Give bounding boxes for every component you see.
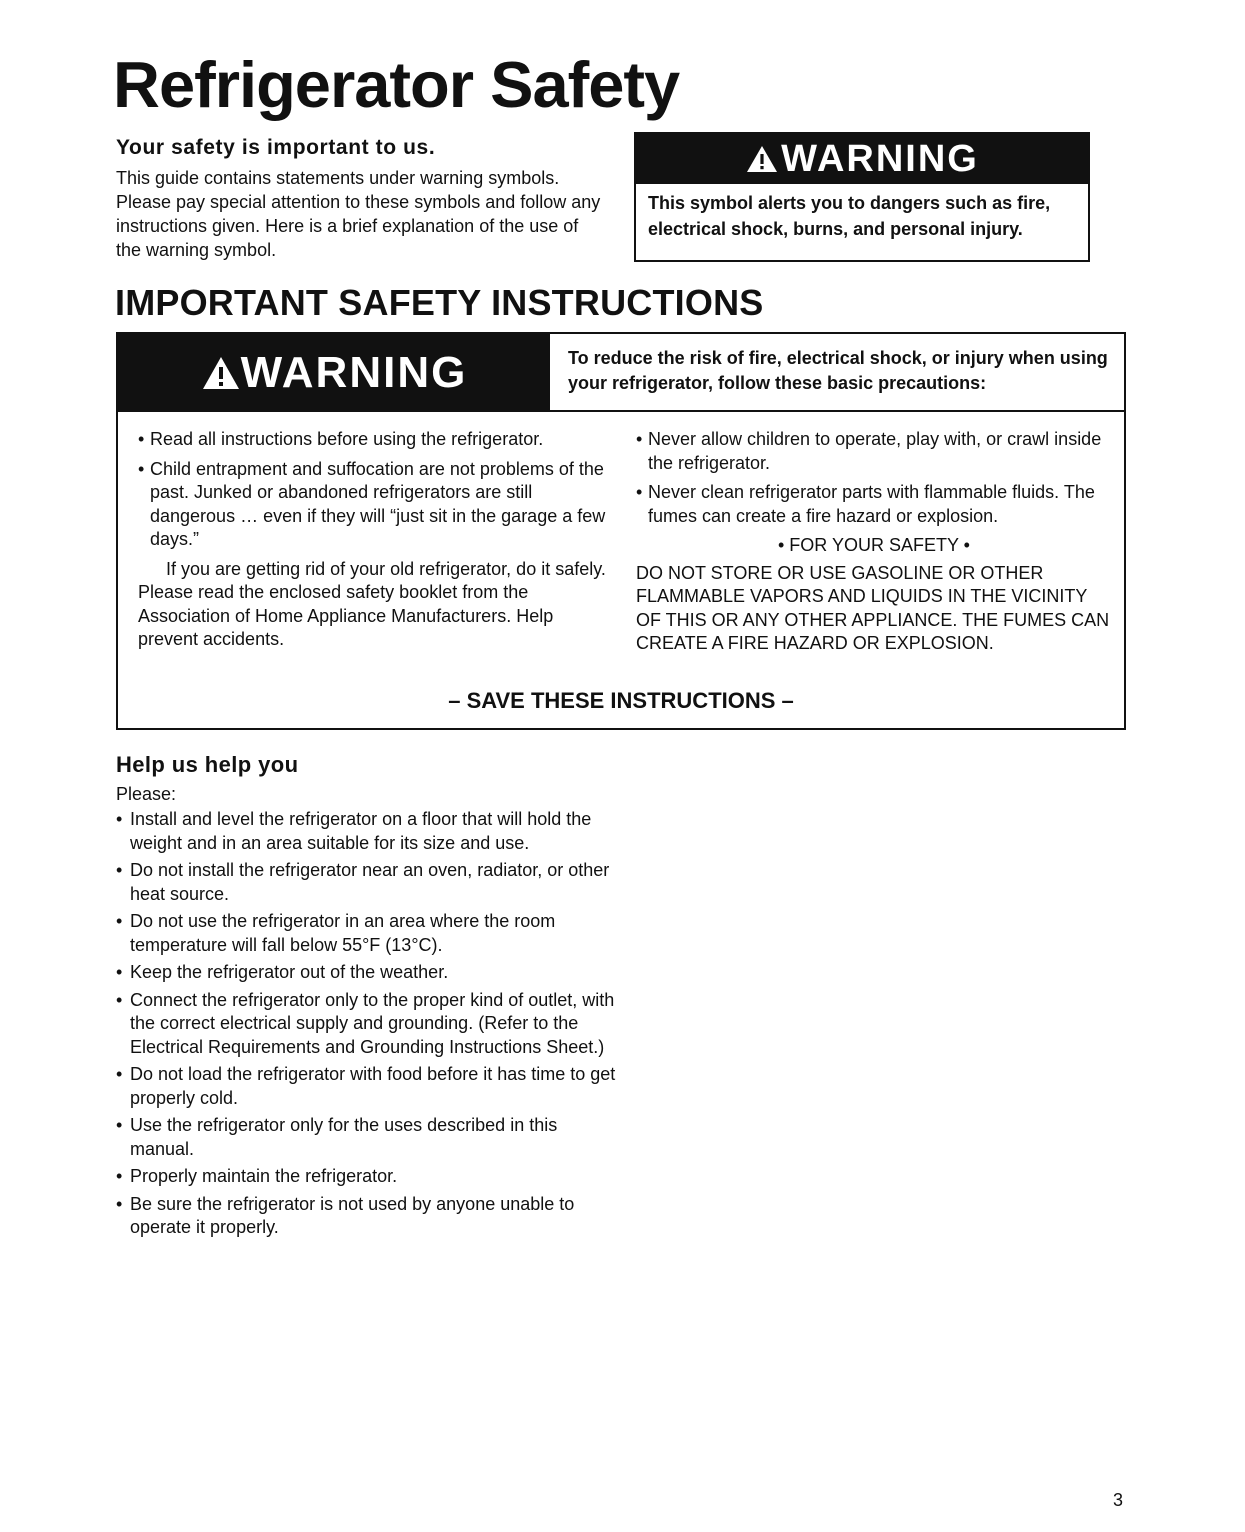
warning-banner (636, 134, 1088, 184)
list-item: • Do not use the refrigerator in an area where the room temperature will fall below 55°F (13°C). (116, 910, 616, 957)
help-list (116, 808, 616, 1240)
page-title: Refrigerator Safety (113, 48, 680, 121)
safety-warning-banner (118, 334, 550, 412)
list-item: • Never allow children to operate, play with, or crawl inside the refrigerator. (636, 428, 1112, 475)
list-item: • Read all instructions before using the refrigerator. (138, 428, 608, 452)
list-item: • Be sure the refrigerator is not used by anyone unable to operate it properly. (116, 1193, 616, 1240)
warning-label: WARNING (781, 137, 979, 180)
safety-right-column (636, 428, 1112, 656)
list-item: • Use the refrigerator only for the uses described in this manual. (116, 1114, 616, 1161)
safety-intro-text: To reduce the risk of fire, electrical shock, or injury when using your refrigerator, follow these basic precautions: (550, 334, 1124, 412)
warning-symbol-text: This symbol alerts you to dangers such as fire, electrical shock, burns, and personal injury. (648, 193, 1051, 239)
disposal-paragraph: If you are getting rid of your old refrigerator, do it safely. Please read the enclosed safety booklet from the Association of Home Appliance Manufacturers. Help prevent accidents. (138, 558, 606, 649)
list-item: • Do not install the refrigerator near an oven, radiator, or other heat source. (116, 859, 616, 906)
safety-left-list (138, 428, 608, 552)
important-safety-heading: IMPORTANT SAFETY INSTRUCTIONS (115, 282, 764, 323)
warning-symbol-box (634, 132, 1090, 262)
intro-section (116, 135, 606, 262)
list-item: • Never clean refrigerator parts with flammable fluids. The fumes can create a fire hazard or explosion. (636, 481, 1112, 528)
save-instructions-label: – SAVE THESE INSTRUCTIONS – (448, 688, 794, 713)
safety-instructions-box (116, 332, 1126, 730)
list-item: • Properly maintain the refrigerator. (116, 1165, 616, 1189)
safety-right-list (636, 428, 1112, 528)
help-please: Please: (116, 784, 177, 805)
page-number: 3 (1113, 1490, 1124, 1510)
intro-body: This guide contains statements under warning symbols. Please pay special attention to these symbols and follow any instructions given. Here is a brief explanation of the use of the warning symbol. (116, 168, 601, 261)
safety-warning-label: WARNING (240, 348, 468, 397)
for-your-safety-label: • FOR YOUR SAFETY • (778, 535, 970, 555)
help-section (116, 752, 616, 1244)
help-heading: Help us help you (116, 752, 299, 777)
list-item: • Install and level the refrigerator on a floor that will hold the weight and in an area suitable for its size and use. (116, 808, 616, 855)
warning-triangle-icon (745, 144, 779, 174)
warning-triangle-icon (201, 355, 241, 391)
gasoline-warning-text: DO NOT STORE OR USE GASOLINE OR OTHER FLAMMABLE VAPORS AND LIQUIDS IN THE VICINITY OF THIS OR ANY OTHER APPLIANCE. THE FUMES CAN CREATE A FIRE HAZARD OR EXPLOSION. (636, 562, 1110, 653)
list-item: • Do not load the refrigerator with food before it has time to get properly cold. (116, 1063, 616, 1110)
safety-left-column (138, 428, 608, 652)
intro-heading: Your safety is important to us. (116, 136, 436, 159)
list-item: • Child entrapment and suffocation are not problems of the past. Junked or abandoned refrigerators are still dangerous … even if they will “just sit in the garage a few days.” (138, 458, 608, 552)
list-item: • Connect the refrigerator only to the proper kind of outlet, with the correct electrical supply and grounding. (Refer to the Electrical Requirements and Grounding Instructions Sheet.) (116, 989, 616, 1060)
list-item: • Keep the refrigerator out of the weather. (116, 961, 616, 985)
